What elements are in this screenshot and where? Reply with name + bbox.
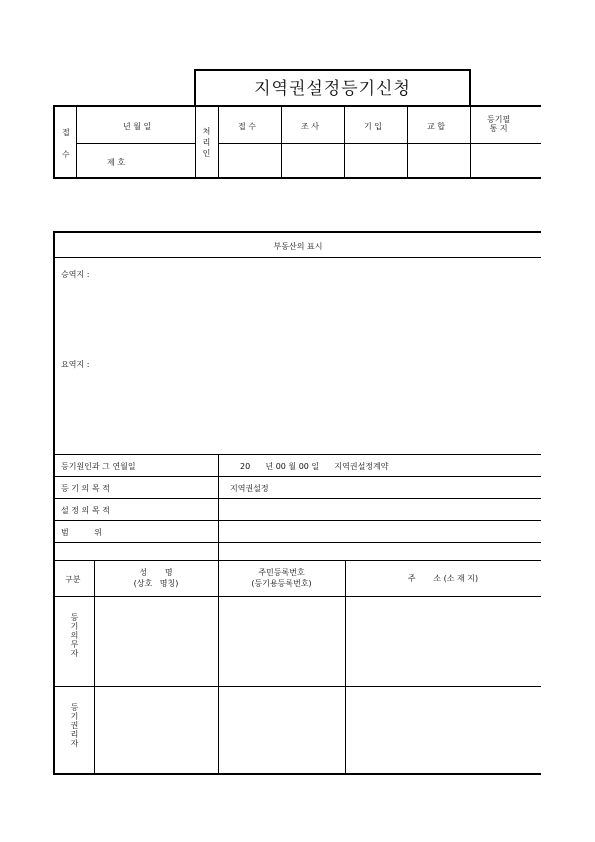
parties-col-address: 주 소 (소 재 지) (407, 574, 479, 583)
col-entry: 기 입 (364, 122, 382, 131)
obligor-label: 등기의무자 (70, 613, 79, 658)
parties-col-id-1: 주민등록번호 (258, 568, 305, 577)
col-notice: 등기필 통 지 (487, 115, 511, 133)
receipt-date-label: 년 월 일 (123, 122, 152, 131)
receipt-number-label: 제 호 (107, 158, 125, 167)
purpose-value: 지역권설정 (230, 484, 269, 493)
receipt-label-su: 수 (62, 150, 70, 159)
cause-label: 등기원인과 그 연월일 (61, 462, 136, 471)
servient-land-label: 승역지 : (61, 270, 90, 279)
receipt-label-jeop: 접 (62, 128, 70, 137)
col-review: 조 사 (301, 122, 319, 131)
parties-col-name-1: 성 명 (139, 568, 173, 577)
parties-col-type: 구분 (65, 575, 81, 584)
dominant-land-label: 요역지 : (61, 360, 90, 369)
cause-value: 20 년 00 월 00 일 지역권설정계약 (240, 462, 389, 471)
parties-col-name-2: (상호 명칭) (133, 579, 179, 588)
receipt-table (53, 105, 541, 179)
main-table (53, 231, 541, 775)
scope-label: 범 위 (61, 528, 102, 537)
col-verify: 교 합 (427, 122, 445, 131)
holder-label: 등기권리자 (70, 703, 79, 748)
form-title: 지역권설정등기신청 (194, 69, 471, 106)
parties-col-id-2: (등기용등록번호) (251, 579, 312, 588)
purpose-label: 등 기 의 목 적 (61, 484, 110, 493)
setting-purpose-label: 설 정 의 목 적 (61, 506, 110, 515)
property-header: 부동산의 표시 (273, 242, 323, 251)
processor-label: 처리인 (202, 127, 211, 160)
col-receipt: 접 수 (238, 122, 256, 131)
